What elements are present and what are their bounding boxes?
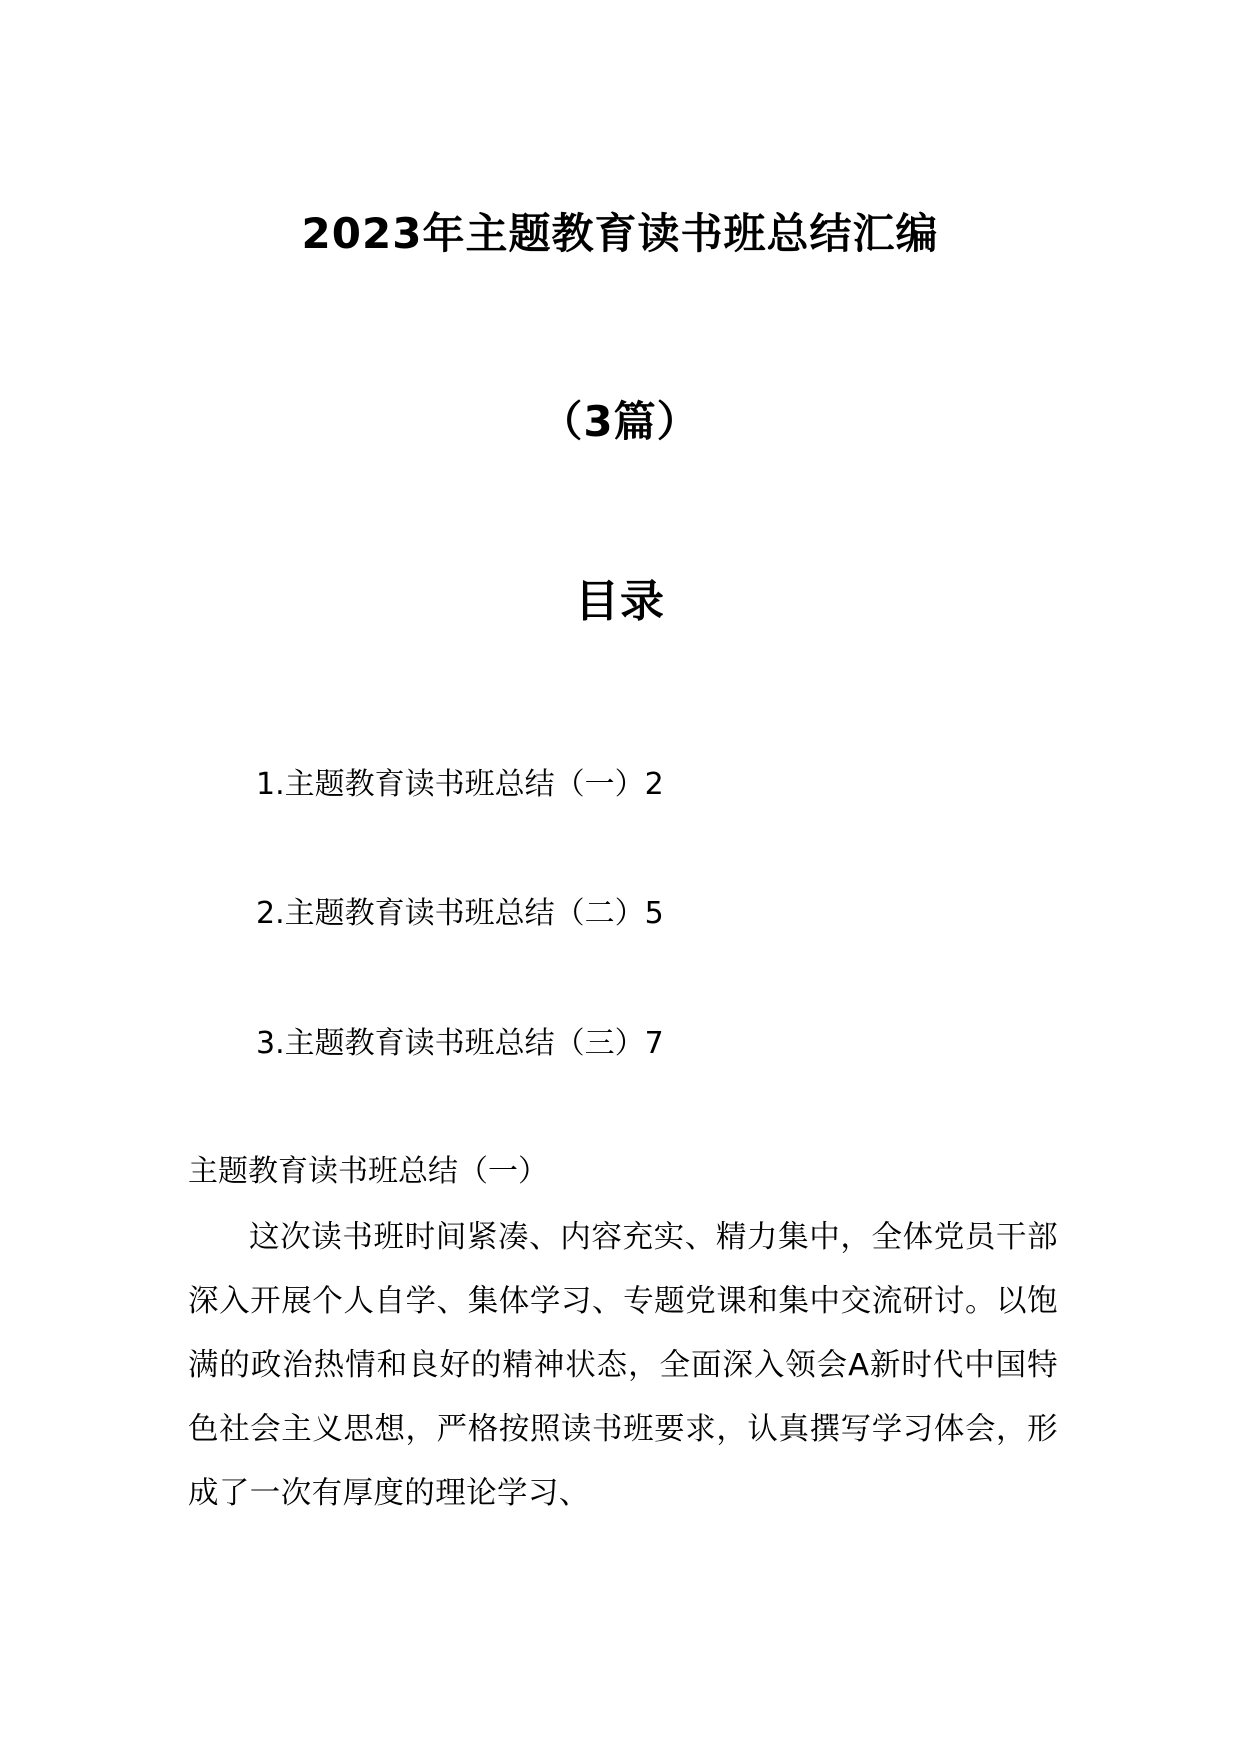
body-paragraph: 这次读书班时间紧凑、内容充实、精力集中，全体党员干部深入开展个人自学、集体学习、专题党课和集中交流研讨。以饱满的政治热情和良好的精神状态，全面深入领会A新时代中国特色社会主义思想，严格按照读书班要求，认真撰写学习体会，形成了一次有厚度的理论学习、 [188, 1220, 1058, 1511]
section-title: 主题教育读书班总结（一） [188, 1154, 548, 1189]
toc-item[interactable]: 2.主题教育读书班总结（二）5 [256, 896, 664, 931]
document-subtitle: （3篇） [540, 397, 700, 446]
toc-heading: 目录 [575, 576, 665, 627]
toc-item[interactable]: 3.主题教育读书班总结（三）7 [256, 1026, 664, 1061]
toc-item[interactable]: 1.主题教育读书班总结（一）2 [256, 767, 664, 802]
document-title: 2023年主题教育读书班总结汇编 [301, 209, 939, 258]
